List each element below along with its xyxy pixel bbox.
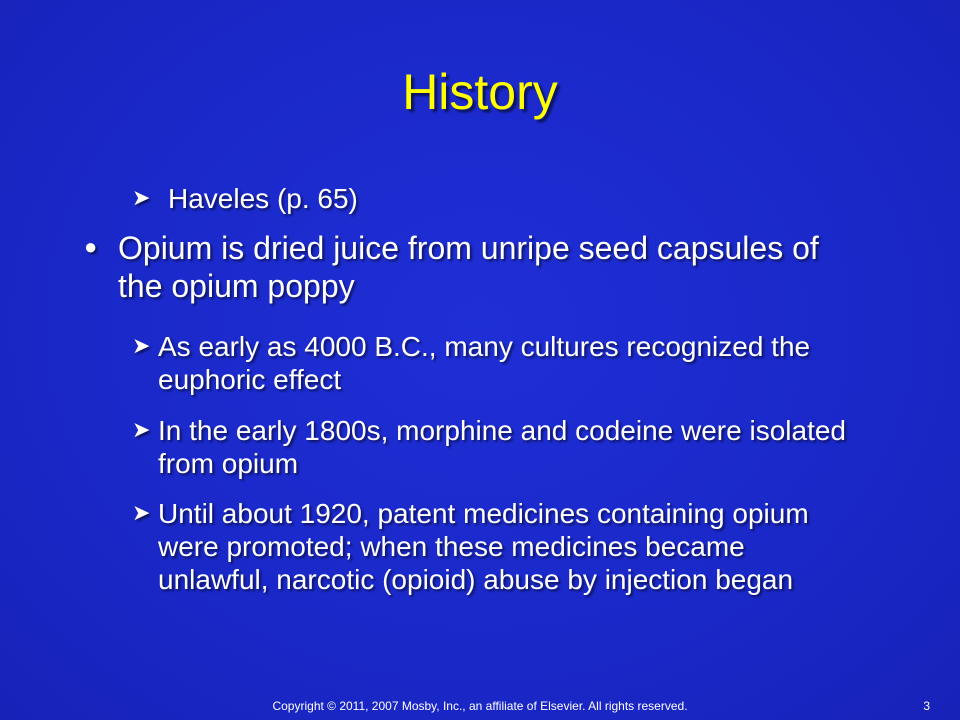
page-number: 3 [923, 699, 930, 713]
bullet-item-opium [84, 229, 864, 305]
slide-title: History [402, 64, 558, 120]
arrow-bullet-icon: ➤ [132, 500, 151, 525]
bullet-text: Haveles (p. 65) [168, 183, 358, 214]
dot-bullet-icon: ● [84, 234, 98, 259]
arrow-bullet-icon: ➤ [132, 417, 151, 442]
bullet-item-haveles [132, 182, 832, 215]
bullet-item-until-1920 [132, 497, 832, 596]
bullet-text: Opium is dried juice from unripe seed capsules of the opium poppy [118, 230, 819, 304]
bullet-text: Until about 1920, patent medicines containing opium were promoted; when these medicines became unlawful, narcotic (opioid) abuse by injection began [158, 498, 809, 595]
bullet-text: As early as 4000 B.C., many cultures recognized the euphoric effect [158, 331, 811, 395]
copyright-footer: Copyright © 2011, 2007 Mosby, Inc., an affiliate of Elsevier. All rights reserved. [272, 699, 688, 713]
bullet-item-early-4000bc [132, 330, 862, 396]
bullet-text: In the early 1800s, morphine and codeine were isolated from opium [158, 415, 846, 479]
arrow-bullet-icon: ➤ [132, 185, 151, 210]
bullet-item-early-1800s [132, 414, 862, 480]
arrow-bullet-icon: ➤ [132, 333, 151, 358]
